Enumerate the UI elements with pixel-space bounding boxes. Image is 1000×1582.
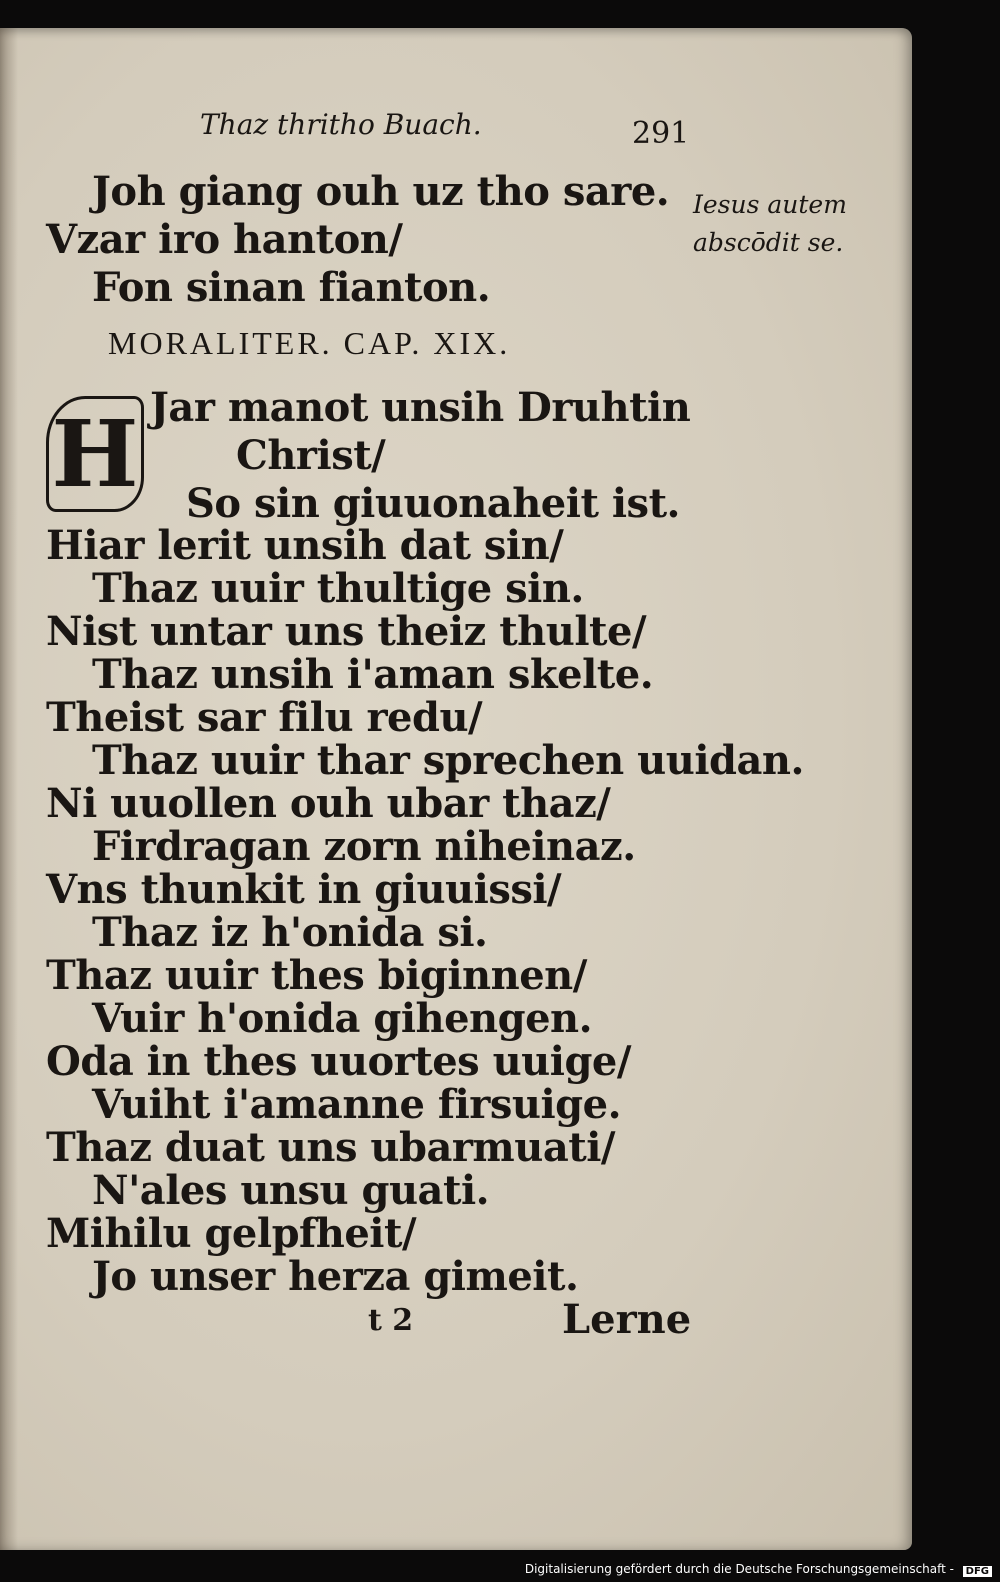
running-header: Thaz thritho Buach. (200, 108, 482, 141)
digitization-credit: Digitalisierung gefördert durch die Deutsche Forschungsgemeinschaft - (524, 1562, 954, 1576)
verse-line: N'ales unsu guati. (92, 1167, 490, 1214)
drop-cap: H (46, 396, 144, 512)
verse-line: Thaz duat uns ubarmuati/ (46, 1124, 616, 1171)
verse-line: Jo unser herza gimeit. (92, 1253, 579, 1300)
verse-line: Vns thunkit in giuuissi/ (46, 866, 562, 913)
margin-note-line-2: abscōdit se. (693, 228, 844, 257)
verse-line: So sin giuuonaheit ist. (186, 480, 680, 527)
verse-line: Theist sar filu redu/ (46, 694, 483, 741)
verse-line: Vuir h'onida gihengen. (92, 995, 593, 1042)
page-number: 291 (632, 116, 690, 151)
verse-line: Mihilu gelpfheit/ (46, 1210, 417, 1257)
verse-line: Thaz uuir thar sprechen uuidan. (92, 737, 804, 784)
verse-line: Ni uuollen ouh ubar thaz/ (46, 780, 611, 827)
verse-line: Christ/ (236, 432, 386, 479)
catchword: Lerne (562, 1296, 692, 1343)
opening-line-1: Joh giang ouh uz tho sare. (92, 168, 670, 215)
verse-line: Thaz uuir thultige sin. (92, 565, 584, 612)
book-page (0, 28, 912, 1550)
dfg-logo: DFG (963, 1566, 992, 1577)
verse-line: Thaz iz h'onida si. (92, 909, 488, 956)
verse-line: Firdragan zorn niheinaz. (92, 823, 636, 870)
opening-line-3: Fon sinan fianton. (92, 264, 491, 311)
verse-line: Hiar lerit unsih dat sin/ (46, 522, 564, 569)
verse-line: Thaz unsih i'aman skelte. (92, 651, 654, 698)
verse-line: Vuiht i'amanne firsuige. (92, 1081, 621, 1128)
chapter-heading: MORALITER. CAP. XIX. (108, 325, 511, 361)
verse-line: Jar manot unsih Druhtin (150, 384, 691, 431)
opening-line-2: Vzar iro hanton/ (46, 216, 403, 263)
signature-mark: t 2 (368, 1303, 414, 1338)
verse-line: Nist untar uns theiz thulte/ (46, 608, 647, 655)
margin-note-line-1: Iesus autem (693, 190, 847, 219)
spine-shadow (0, 28, 18, 1550)
verse-line: Thaz uuir thes biginnen/ (46, 952, 587, 999)
verse-line: Oda in thes uuortes uuige/ (46, 1038, 631, 1085)
